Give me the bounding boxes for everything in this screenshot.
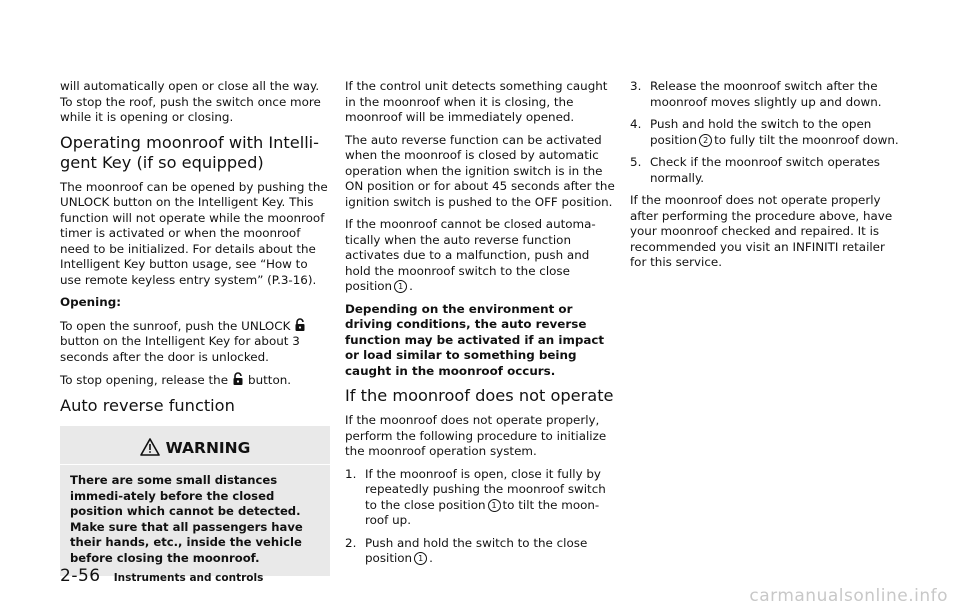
column-middle (345, 79, 615, 574)
unlock-icon (231, 372, 245, 386)
step-text: Check if the moonroof switch operates normally. (650, 155, 880, 185)
warning-title (70, 438, 320, 457)
stop-text-a: To stop opening, release the (60, 373, 229, 387)
malfunction-text: If the moonroof cannot be closed automa-tically when the auto reverse function activates due to a malfunction, push and hold the moonroof switch to the close position (345, 217, 596, 293)
opening-text-b: button on the Intelligent Key for about 3 seconds after the door is unlocked. (60, 334, 300, 364)
unlock-icon (293, 318, 307, 332)
paragraph-detect: If the control unit detects something caught in the moonroof when it is closing, the moonroof will be immediately opened. (345, 79, 608, 124)
steps-list-continued (630, 79, 900, 186)
step-number: 1. (345, 466, 357, 481)
circled-one: 1 (414, 552, 427, 565)
page-number: 2-56 (60, 566, 101, 586)
circled-one: 1 (488, 499, 501, 512)
step-text: Release the moonroof switch after the moonroof moves slightly up and down. (650, 79, 882, 109)
paragraph-initialize: If the moonroof does not operate properly, perform the following procedure to initialize the moonroof operation system. (345, 413, 607, 458)
warning-title-text: WARNING (165, 438, 251, 457)
intro-paragraph: will automatically open or close all the way. To stop the roof, push the switch once more while it is opening or closing. (60, 79, 321, 124)
warning-text: There are some small distances immedi-ately before the closed position which cannot be detected. Make sure that all passengers have their hands, etc., inside the vehicle before closing the moonroof. (70, 473, 303, 565)
heading-auto-reverse: Auto reverse function (60, 395, 235, 415)
step-number: 5. (630, 155, 642, 169)
warning-icon (140, 438, 160, 456)
step-text-end: to tilt the moon-roof up. (365, 497, 600, 527)
opening-label: Opening: (60, 295, 121, 309)
paragraph-malfunction (345, 217, 615, 295)
step-text-end: . (429, 551, 433, 565)
step-text-end: to fully tilt the moonroof down. (714, 132, 899, 147)
step-text: If the moonroof is open, close it fully by repeatedly pushing the moonroof switch to the close position (365, 466, 606, 512)
list-item (630, 79, 900, 110)
malfunction-end: . (409, 279, 413, 293)
final-paragraph: If the moonroof does not operate properly after performing the procedure above, have your moonroof checked and repaired. It is recommended you visit an INFINITI retailer for this service. (630, 193, 893, 269)
key-paragraph: The moonroof can be opened by pushing the UNLOCK button on the Intelligent Key. This function will not operate while the moonroof timer is activated or when the moonroof need to be initialized. For details about the Intelligent Key button usage, see “How to use remote keyless entry system” (P.3-16). (60, 179, 328, 287)
steps-list (345, 467, 615, 567)
bold-note: Depending on the environment or driving conditions, the auto reverse function may be activated if an impact or load similar to something being caught in the moonroof occurs. (345, 301, 605, 378)
step-number: 3. (630, 79, 642, 93)
step-text: Push and hold the switch to the open position (650, 117, 872, 147)
stop-paragraph (60, 372, 330, 389)
circled-two: 2 (699, 134, 712, 147)
column-left (60, 79, 330, 576)
paragraph-activated: The auto reverse function can be activated when the moonroof is closed by automatic operation when the ignition switch is in the ON position or for about 45 seconds after the ignition switch is pushed to the OFF position. (345, 132, 615, 209)
page-footer (60, 566, 263, 586)
watermark: carmanualsonline.info (749, 586, 948, 606)
opening-text-a: To open the sunroof, push the UNLOCK (60, 318, 291, 333)
step-text: Push and hold the switch to the close position (365, 535, 588, 565)
heading-not-operate: If the moonroof does not operate (345, 386, 614, 405)
warning-divider (60, 464, 330, 465)
stop-text-b: button. (248, 373, 292, 387)
list-item (630, 117, 900, 148)
step-number: 4. (630, 117, 642, 131)
list-item (345, 467, 615, 529)
opening-paragraph (60, 318, 330, 366)
list-item (345, 536, 615, 567)
step-number: 2. (345, 535, 357, 550)
heading-intelligent-key: Operating moonroof with Intelli-gent Key (if so equipped) (60, 132, 320, 172)
column-right (630, 79, 900, 278)
warning-box (60, 426, 330, 577)
footer-section-title: Instruments and controls (113, 572, 264, 584)
list-item (630, 155, 900, 186)
circled-one: 1 (394, 280, 407, 293)
